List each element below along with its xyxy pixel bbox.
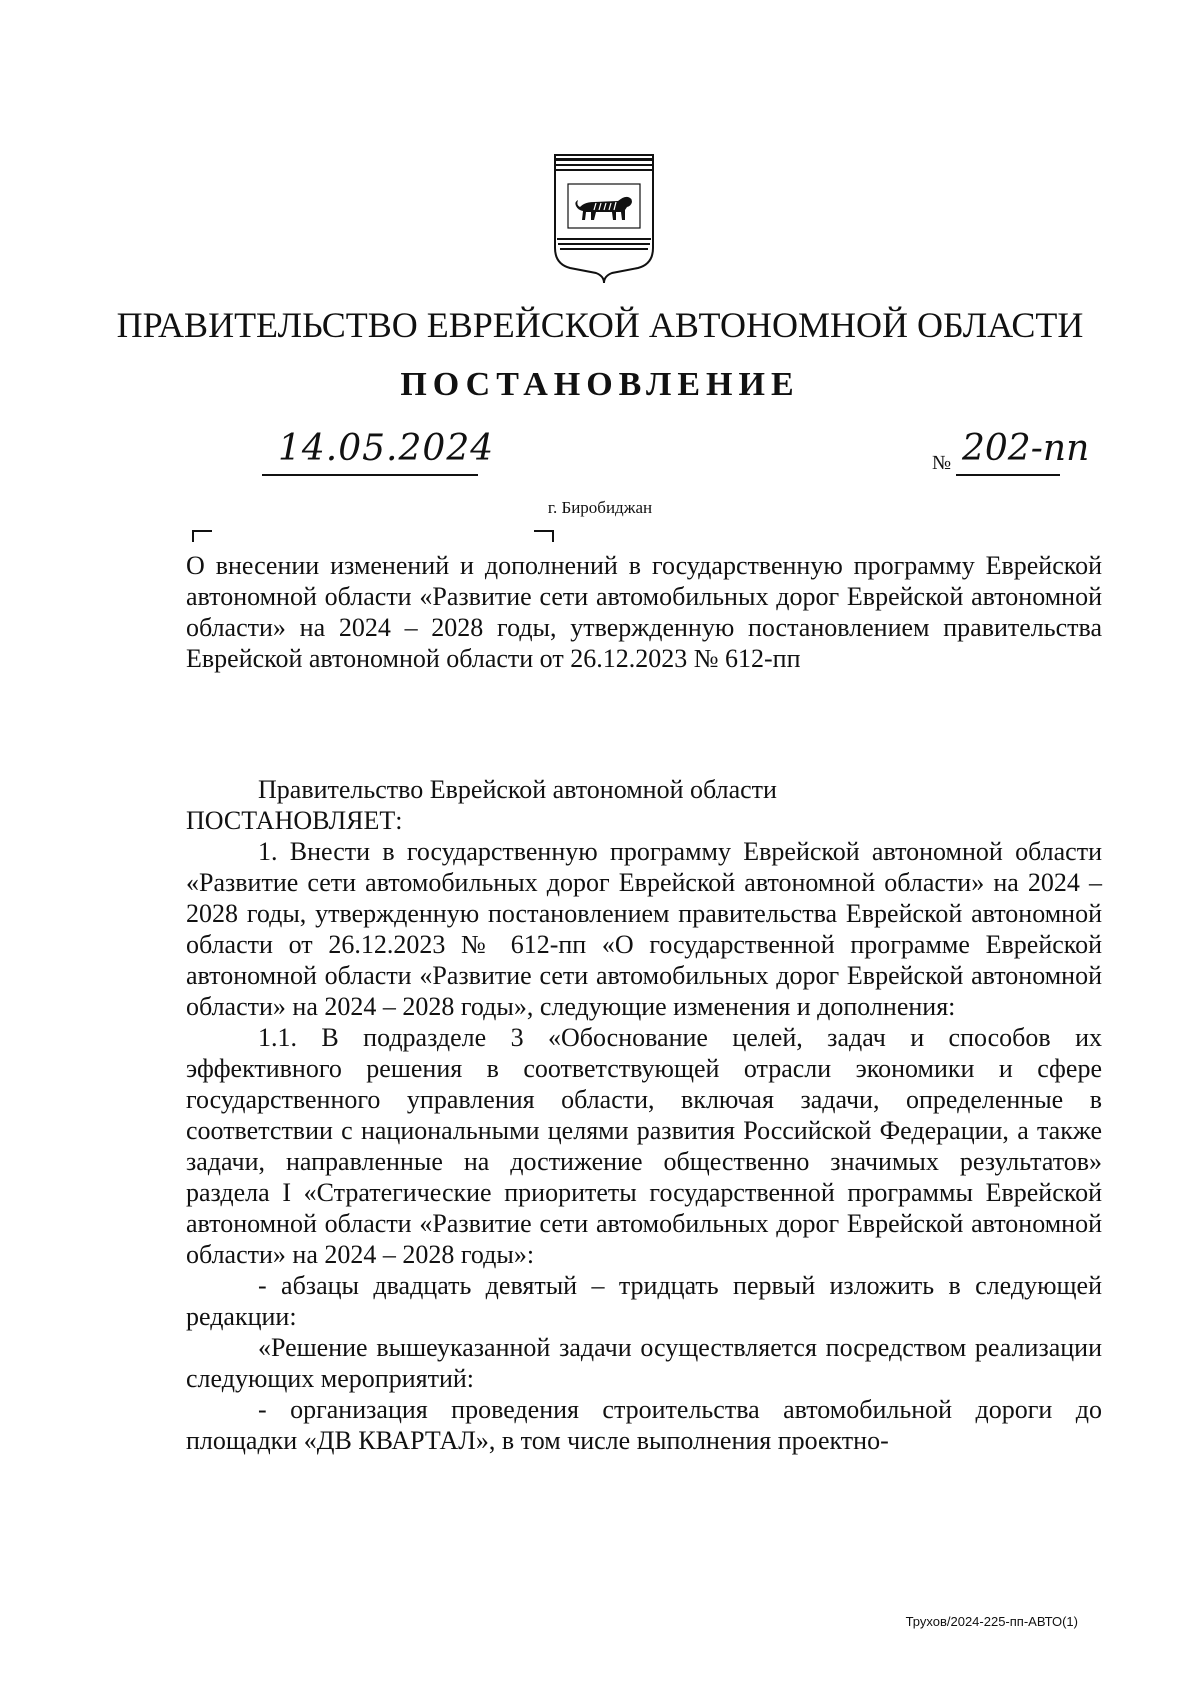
coat-of-arms-icon xyxy=(552,152,656,286)
handwritten-date: 14.05.2024 xyxy=(278,428,495,469)
body-paragraph-5: - абзацы двадцать девятый – тридцать первый изложить в следующей редакции: xyxy=(186,1271,1102,1331)
body-paragraph-2: ПОСТАНОВЛЯЕТ: xyxy=(186,806,403,835)
city-label: г. Биробиджан xyxy=(547,498,653,517)
footer-document-code: Трухов/2024-225-пп-АВТО(1) xyxy=(905,1614,1078,1629)
subject-corner-right xyxy=(534,530,554,542)
body-paragraph-1: Правительство Еврейской автономной области xyxy=(258,775,777,804)
document-body xyxy=(186,774,1102,1456)
organization-title: ПРАВИТЕЛЬСТВО ЕВРЕЙСКОЙ АВТОНОМНОЙ ОБЛАСТИ xyxy=(116,305,1084,345)
document-subject: О внесении изменений и дополнений в государственную программу Еврейской автономной области «Развитие сети автомобильных дорог Еврейской автономной области» на 2024 – 2028 годы, утвержденную постановлением правительства Еврейской автономной области от 26.12.2023 № 612-пп xyxy=(186,551,1102,673)
body-paragraph-4: 1.1. В подразделе 3 «Обоснование целей, задач и способов их эффективного решения в соответствующей отрасли экономики и сфере государственного управления области, включая задачи, определенные в соответствии с национальными целями развития Российской Федерации, а также задачи, направленные на достижение общественно значимых результатов» раздела I «Стратегические приоритеты государственной программы Еврейской автономной области «Развитие сети автомобильных дорог Еврейской автономной области» на 2024 – 2028 годы»: xyxy=(186,1023,1102,1269)
body-paragraph-6: «Решение вышеуказанной задачи осуществляется посредством реализации следующих мероприятий: xyxy=(186,1333,1102,1393)
subject-corner-left xyxy=(192,530,212,542)
document-type-title: ПОСТАНОВЛЕНИЕ xyxy=(400,366,800,403)
date-underline xyxy=(262,474,478,476)
number-label: № xyxy=(932,452,952,474)
handwritten-number: 202-пп xyxy=(962,428,1090,469)
number-underline xyxy=(956,474,1060,476)
body-paragraph-7: - организация проведения строительства автомобильной дороги до площадки «ДВ КВАРТАЛ», в том числе выполнения проектно- xyxy=(186,1395,1102,1455)
body-paragraph-3: 1. Внести в государственную программу Еврейской автономной области «Развитие сети автомобильных дорог Еврейской автономной области» на 2024 – 2028 годы, утвержденную постановлением правительства Еврейской автономной области от 26.12.2023 № 612-пп «О государственной программе Еврейской автономной области «Развитие сети автомобильных дорог Еврейской автономной области» на 2024 – 2028 годы», следующие изменения и дополнения: xyxy=(186,837,1102,1021)
